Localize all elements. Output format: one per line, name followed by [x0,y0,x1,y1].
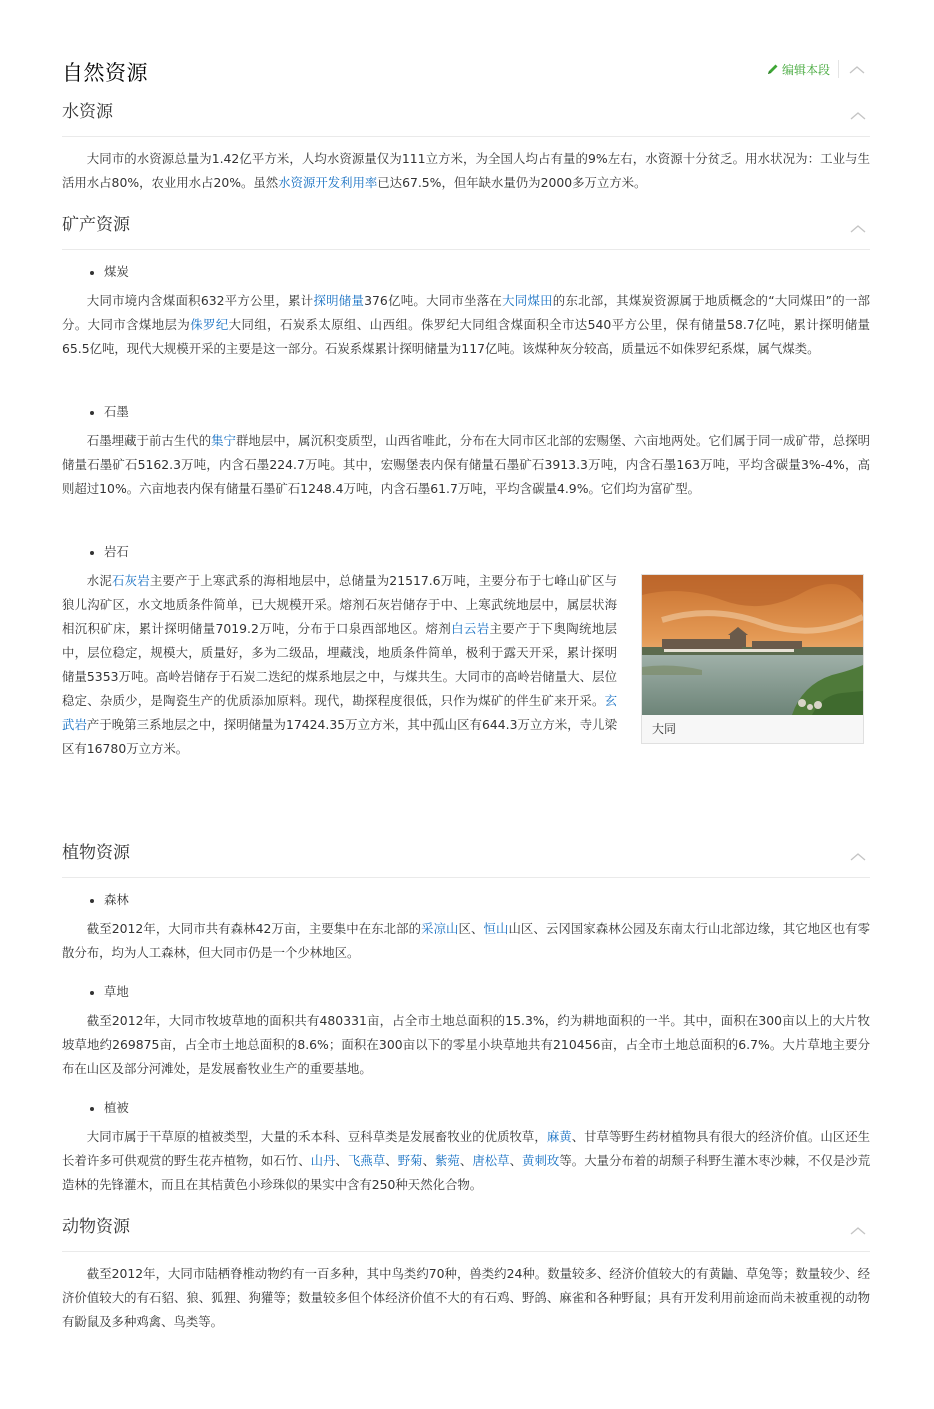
water-heading: 水资源 [62,102,113,122]
text-run: 截至2012年，大同市共有森林42万亩，主要集中在东北部的 [86,921,422,936]
chevron-up-icon [850,852,866,862]
collapse-water-button[interactable] [850,106,866,125]
text-run: 、 [509,1153,523,1168]
rock-paragraph [62,569,617,761]
link-dolomite[interactable]: 白云岩 [451,621,490,636]
text-run: 水泥 [86,573,113,588]
text-run: 石墨埋藏于前古生代的 [86,433,212,448]
link-tangsongcao[interactable]: 唐松草 [472,1153,510,1168]
graphite-paragraph [62,429,870,501]
link-water-dev-rate[interactable]: 水资源开发利用率 [278,175,378,190]
chevron-up-icon [850,111,866,121]
mineral-heading: 矿产资源 [62,215,130,235]
text-run: 、甘草等野生药材植物具有很大的经济价值。山区还生长着许多可供观赏的野生花卉植物，如石竹、 [62,1129,871,1168]
text-run: 群地层中，属沉积变质型，山西省唯此，分布在大同市区北部的宏赐堡、六亩地两处。它们属于同一成矿带，总探明储量石墨矿石5162.3万吨，内含石墨224.7万吨。其中，宏赐堡表内保有储量石墨矿石3913.3万吨，内含石墨163万吨，平均含碳量3%-4%，高则超过10%。六亩地表内保有储量石墨矿石1248.4万吨，内含石墨61.7万吨，平均含碳量4.9%。它们均为富矿型。 [62,433,871,496]
list-item-forest: 森林 [104,890,129,910]
link-basalt[interactable]: 玄武岩 [62,693,617,732]
text-run: 的东北部，其煤炭资源属于地质概念的“大同煤田”的一部分。大同市含煤地层为 [62,293,871,332]
link-huangcimei[interactable]: 黄刺玫 [522,1153,560,1168]
collapse-animal-button[interactable] [850,1221,866,1240]
link-jining[interactable]: 集宁 [211,433,236,448]
link-hengshan[interactable]: 恒山 [483,921,509,936]
coal-paragraph [62,289,870,361]
text-run: 大同市境内含煤面积632平方公里，累计 [86,293,314,308]
edit-section-button[interactable] [767,61,830,78]
list-item-vegetation: 植被 [104,1098,129,1118]
text-run: 产于晚第三系地层之中，探明储量为17424.35万立方米，其中孤山区有644.3万立方米，寺儿梁区有16780万立方米。 [62,717,618,756]
link-limestone[interactable]: 石灰岩 [112,573,150,588]
link-shandan[interactable]: 山丹 [310,1153,336,1168]
link-yeju[interactable]: 野菊 [397,1153,423,1168]
datong-photo [642,575,863,715]
link-mahuang[interactable]: 麻黄 [546,1129,572,1144]
text-run: 大同市属于干草原的植被类型，大量的禾本科、豆科草类是发展畜牧业的优质牧草， [86,1129,547,1144]
text-run: 主要产于下奥陶统地层中，层位稳定，规模大，质量好，多为二级品，埋藏浅，地质条件简单，极利于露天开采，累计探明储量5353万吨。高岭岩储存于石炭二迭纪的煤系地层之中，与煤共生。大同市的高岭岩储量大、层位稳定、杂质少，是陶瓷生产的优质添加原料。现代，勘探程度很低，只作为煤矿的伴生矿来开采。 [62,621,618,708]
water-heading-row [62,100,870,137]
text-run: 376亿吨。大同市坐落在 [364,293,503,308]
link-jurassic[interactable]: 侏罗纪 [190,317,229,332]
text-run: 山区、云冈国家森林公园及东南太行山北部边缘，其它地区也有零散分布，均为人工森林，但大同市仍是一个少林地区。 [62,921,871,960]
list-item-graphite: 石墨 [104,402,129,422]
grassland-paragraph: 截至2012年，大同市牧坡草地的面积共有480331亩，占全市土地总面积的15.3%，约为耕地面积的一半。其中，面积在300亩以上的大片牧坡草地约269875亩，占全市土地总面积的8.6%；面积在300亩以下的零星小块草地共有210456亩，占全市土地总面积的6.7%。大片草地主要分布在山区及部分河滩处，是发展畜牧业生产的重要基地。 [62,1013,870,1076]
text-run: 、 [385,1153,398,1168]
forest-paragraph [62,917,870,965]
figure-caption: 大同 [652,722,677,736]
link-cailiangshan[interactable]: 采凉山 [421,921,459,936]
chevron-up-icon [849,65,865,75]
chevron-up-icon [850,1226,866,1236]
collapse-plant-button[interactable] [850,847,866,866]
edit-section-label: 编辑本段 [782,62,831,77]
list-item-grassland: 草地 [104,982,129,1002]
plant-heading: 植物资源 [62,843,130,863]
text-run: 主要产于上寒武系的海相地层中，总储量为21517.6万吨，主要分布于七峰山矿区与狼儿沟矿区，水文地质条件简单，已大规模开采。熔剂石灰岩储存于中、上寒武统地层中，属层状海相沉积矿床，累计探明储量7019.2万吨，分布于口泉西部地区。熔剂 [62,573,617,636]
mineral-heading-row [62,213,870,250]
link-ziwan[interactable]: 紫菀 [435,1153,460,1168]
text-run: 、 [459,1153,473,1168]
section-tools [767,58,865,80]
link-feiyancao[interactable]: 飞燕草 [347,1153,386,1168]
text-run: 区、 [458,921,484,936]
collapse-mineral-button[interactable] [850,219,866,238]
text-run: 、 [422,1153,435,1168]
vegetation-paragraph [62,1125,870,1197]
text-run: 、 [335,1153,348,1168]
animal-heading-row [62,1215,870,1252]
animal-paragraph: 截至2012年，大同市陆栖脊椎动物约有一百多种，其中鸟类约70种，兽类约24种。数量较多、经济价值较大的有黄鼬、草兔等；数量较少、经济价值较大的有石貂、狼、狐狸、狗獾等；数量较多但个体经济价值不大的有石鸡、野鸽、麻雀和各种野鼠；具有开发利用前途而尚未被重视的动物有鼢鼠及多种鸡禽、鸟类等。 [62,1266,870,1329]
water-paragraph [62,147,870,195]
list-item-coal: 煤炭 [104,262,129,282]
animal-heading: 动物资源 [62,1217,130,1237]
link-datong-coalfield[interactable]: 大同煤田 [502,293,553,308]
pencil-icon [767,63,779,75]
list-item-rock: 岩石 [104,542,129,562]
collapse-section-button[interactable] [849,60,865,79]
text-run: 已达67.5%，但年缺水量仍为2000多万立方米。 [377,175,647,190]
text-run: 大同组，石炭系太原组、山西组。侏罗纪大同组含煤面积全市达540平方公里，保有储量58.7亿吨，累计探明储量65.5亿吨，现代大规模开采的主要是这一部分。石炭系煤累计探明储量为117亿吨。该煤种灰分较高，质量远不如侏罗纪系煤，属气煤类。 [62,317,871,356]
text-run: 大同市的水资源总量为1.42亿平方米，人均水资源量仅为111立方米，为全国人均占有量的9%左右，水资源十分贫乏。用水状况为：工业与生活用水占80%，农业用水占20%。虽然 [62,151,870,190]
link-proven-reserves[interactable]: 探明储量 [313,293,365,308]
divider [838,60,839,78]
plant-heading-row [62,841,870,878]
text-run: 等。大量分布着的胡颓子科野生灌木枣沙棘，不仅是沙荒造林的先锋灌木，而且在其桔黄色小珍珠似的果实中含有250种天然化合物。 [62,1153,871,1192]
datong-figure[interactable] [641,574,864,744]
section-title: 自然资源 [62,61,148,85]
chevron-up-icon [850,224,866,234]
